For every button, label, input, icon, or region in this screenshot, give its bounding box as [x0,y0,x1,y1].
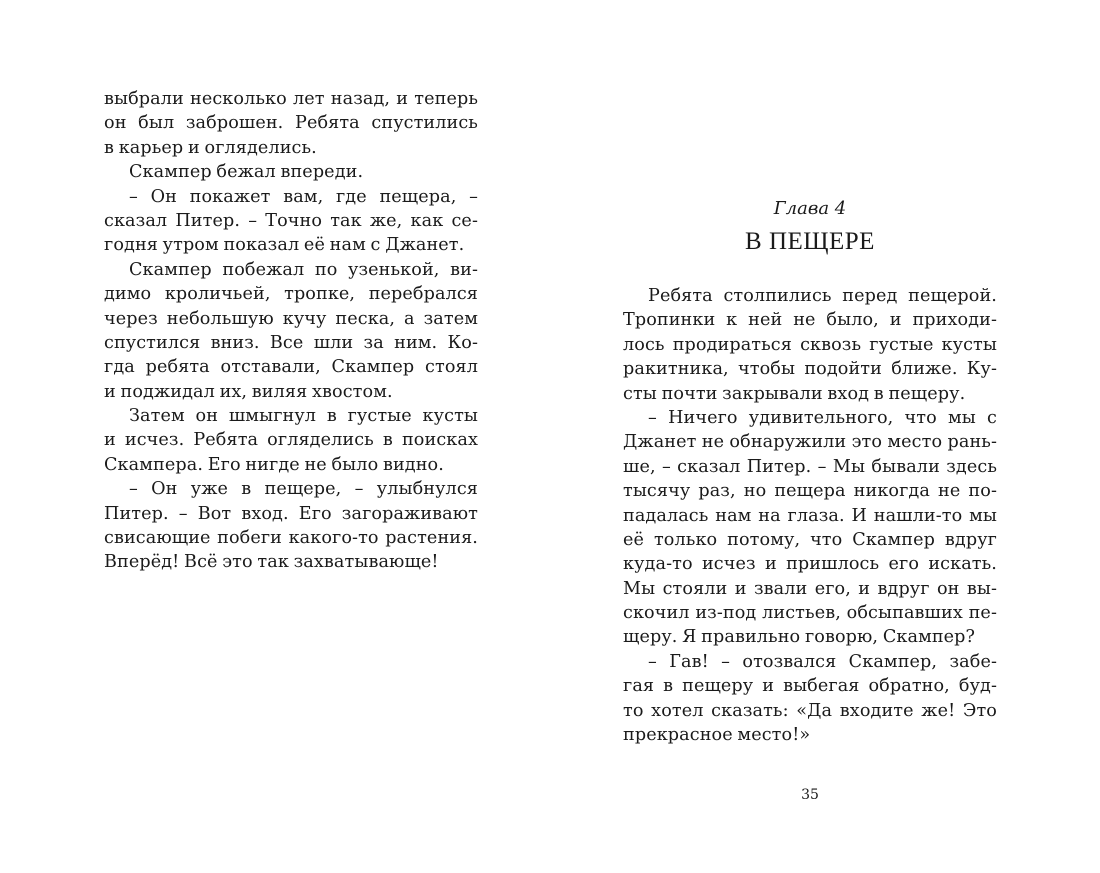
text-line: куда-то исчез и пришлось его искать. [623,554,997,575]
right-page-text [623,284,997,747]
text-line: выбрали несколько лет назад, и теперь [104,89,478,109]
text-line: – Гав! – отозвался Скампер, забе- [648,651,997,672]
chapter-label: Глава 4 [773,198,847,219]
text-line: падалась нам на глаза. И нашли-то мы [623,505,997,526]
text-line: в карьер и огляделись. [104,137,317,158]
text-line: – Он уже в пещере, – улыбнулся [129,479,478,500]
text-line: тысячу раз, но пещера никогда не по- [623,481,997,502]
text-line: Ребята столпились перед пещерой. [648,286,997,306]
text-line: и исчез. Ребята огляделись в поисках [104,430,478,451]
text-line: Скампер бежал впереди. [129,162,364,183]
text-line: он был заброшен. Ребята спустились [104,113,478,134]
text-line: Вперёд! Всё это так захватывающе! [104,552,439,573]
page-number: 35 [801,787,819,803]
text-line: Скампера. Его нигде не было видно. [104,454,444,475]
text-line: сты почти закрывали вход в пещеру. [623,383,966,404]
text-line: – Он покажет вам, где пещера, – [129,186,478,207]
text-line: через небольшую кучу песка, а затем [104,308,478,329]
text-line: свисающие побеги какого-то растения. [104,528,478,549]
text-line: – Ничего удивительного, что мы с [648,407,997,428]
text-line: спустился вниз. Все шли за ним. Ко- [104,332,478,353]
text-line: Мы стояли и звали его, и вдруг он вы- [623,578,997,599]
text-line: лось продираться сквозь густые кусты [623,334,997,355]
text-line: скочил из-под листьев, обсыпавших пе- [623,603,997,624]
text-line: димо кроличьей, тропке, перебрался [104,284,478,305]
text-line: Тропинки к ней не было, и приходи- [623,310,997,331]
text-line: годня утром показал её нам с Джанет. [104,235,465,256]
text-line: и поджидал их, виляя хвостом. [104,381,393,402]
left-page-text [104,87,478,575]
text-line: Питер. – Вот вход. Его загораживают [104,503,478,524]
chapter-title: В ПЕЩЕРЕ [745,228,875,255]
text-line: гда ребята отставали, Скампер стоял [104,357,478,378]
text-line: ше, – сказал Питер. – Мы бывали здесь [623,456,997,477]
text-line: Скампер побежал по узенькой, ви- [129,259,478,280]
text-line: Джанет не обнаружили это место рань- [623,432,997,453]
text-line: прекрасное место!» [623,725,811,746]
text-line: Затем он шмыгнул в густые кусты [129,406,478,427]
text-line: ракитника, чтобы подойти ближе. Ку- [623,359,997,380]
text-line: гая в пещеру и выбегая обратно, буд- [623,676,997,697]
text-line: то хотел сказать: «Да входите же! Это [623,700,997,721]
text-line: её только потому, что Скампер вдруг [623,529,997,550]
text-line: сказал Питер. – Точно так же, как се- [104,210,478,231]
text-line: щеру. Я правильно говорю, Скампер? [623,627,976,648]
